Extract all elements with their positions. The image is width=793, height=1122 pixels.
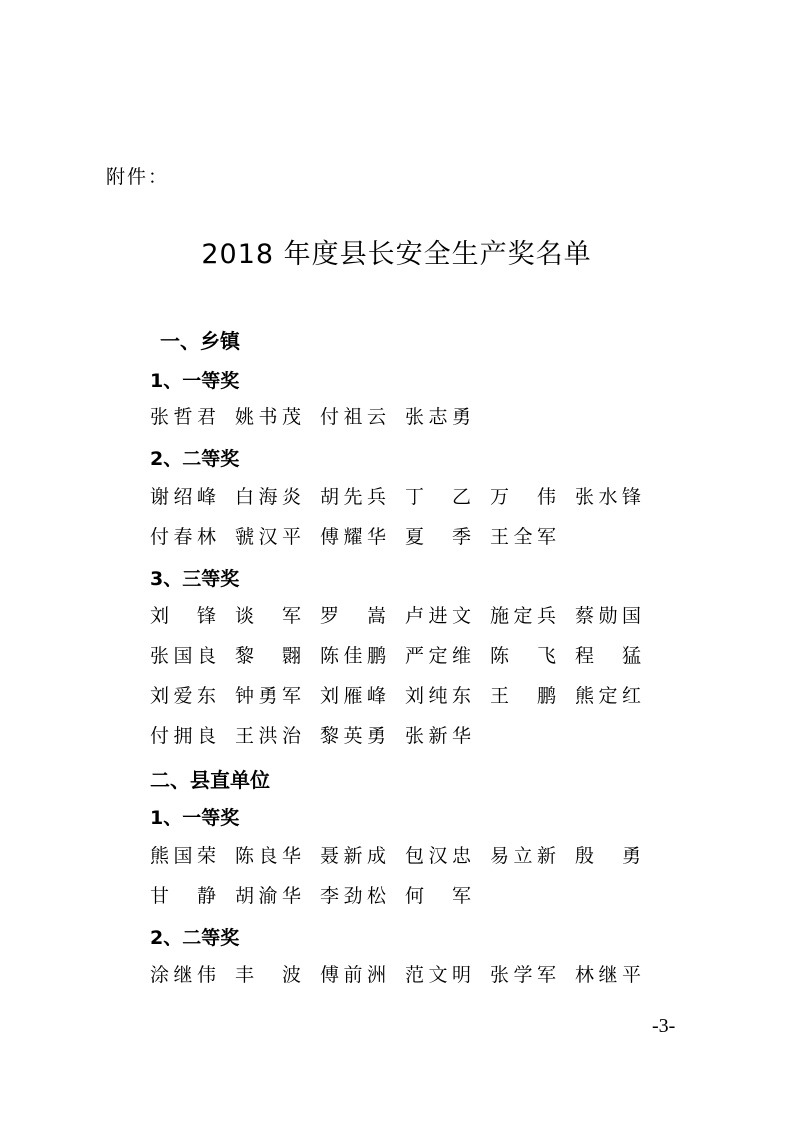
- award-heading: 1、一等奖: [150, 807, 240, 829]
- person-name: 付 拥 良: [150, 725, 216, 747]
- page-title: 2018 年度县长安全生产奖名单: [201, 239, 592, 270]
- award-heading: 2、二等奖: [150, 927, 240, 949]
- attachment-label: 附件：: [106, 166, 170, 188]
- person-name: 刘 纯 东: [405, 685, 471, 707]
- person-name: 林 继 平: [575, 964, 641, 986]
- person-name: 涂 继 伟: [150, 964, 216, 986]
- person-name: 姚 书 茂: [235, 406, 301, 428]
- person-name: 罗 嵩: [320, 605, 386, 627]
- person-name: 包 汉 忠: [405, 845, 471, 867]
- person-name: 张 志 勇: [405, 406, 471, 428]
- person-name: 易 立 新: [490, 845, 556, 867]
- person-name: 王 洪 治: [235, 725, 301, 747]
- person-name: 张 学 军: [490, 964, 556, 986]
- person-name: 钟 勇 军: [235, 685, 301, 707]
- person-name: 傅 耀 华: [320, 526, 386, 548]
- person-name: 丰 波: [235, 964, 301, 986]
- award-heading: 1、一等奖: [150, 370, 240, 392]
- person-name: 程 猛: [575, 645, 641, 667]
- person-name: 虢 汉 平: [235, 526, 301, 548]
- person-name: 王 鹏: [490, 685, 556, 707]
- person-name: 蔡 勋 国: [575, 605, 641, 627]
- award-heading: 3、三等奖: [150, 568, 240, 590]
- person-name: 严 定 维: [405, 645, 471, 667]
- person-name: 张 新 华: [405, 725, 471, 747]
- person-name: 王 全 军: [490, 526, 556, 548]
- person-name: 黎 翾: [235, 645, 301, 667]
- person-name: 殷 勇: [575, 845, 641, 867]
- section-heading: 一、乡镇: [160, 329, 240, 353]
- person-name: 熊 国 荣: [150, 845, 216, 867]
- person-name: 付 春 林: [150, 526, 216, 548]
- person-name: 陈 良 华: [235, 845, 301, 867]
- person-name: 白 海 炎: [235, 486, 301, 508]
- person-name: 范 文 明: [405, 964, 471, 986]
- person-name: 刘 爱 东: [150, 685, 216, 707]
- person-name: 何 军: [405, 885, 471, 907]
- person-name: 黎 英 勇: [320, 725, 386, 747]
- person-name: 胡 先 兵: [320, 486, 386, 508]
- person-name: 万 伟: [490, 486, 556, 508]
- person-name: 聂 新 成: [320, 845, 386, 867]
- person-name: 熊 定 红: [575, 685, 641, 707]
- section-heading: 二、县直单位: [150, 768, 270, 792]
- person-name: 施 定 兵: [490, 605, 556, 627]
- person-name: 付 祖 云: [320, 406, 386, 428]
- person-name: 张 哲 君: [150, 406, 216, 428]
- person-name: 陈 佳 鹏: [320, 645, 386, 667]
- person-name: 胡 渝 华: [235, 885, 301, 907]
- person-name: 甘 静: [150, 885, 216, 907]
- person-name: 谢 绍 峰: [150, 486, 216, 508]
- person-name: 刘 锋: [150, 605, 216, 627]
- person-name: 傅 前 洲: [320, 964, 386, 986]
- person-name: 李 劲 松: [320, 885, 386, 907]
- person-name: 刘 雁 峰: [320, 685, 386, 707]
- person-name: 谈 军: [235, 605, 301, 627]
- person-name: 张 国 良: [150, 645, 216, 667]
- person-name: 卢 进 文: [405, 605, 471, 627]
- person-name: 夏 季: [405, 526, 471, 548]
- page-number: -3-: [652, 1015, 676, 1037]
- person-name: 丁 乙: [405, 486, 471, 508]
- award-heading: 2、二等奖: [150, 448, 240, 470]
- person-name: 陈 飞: [490, 645, 556, 667]
- person-name: 张 水 锋: [575, 486, 641, 508]
